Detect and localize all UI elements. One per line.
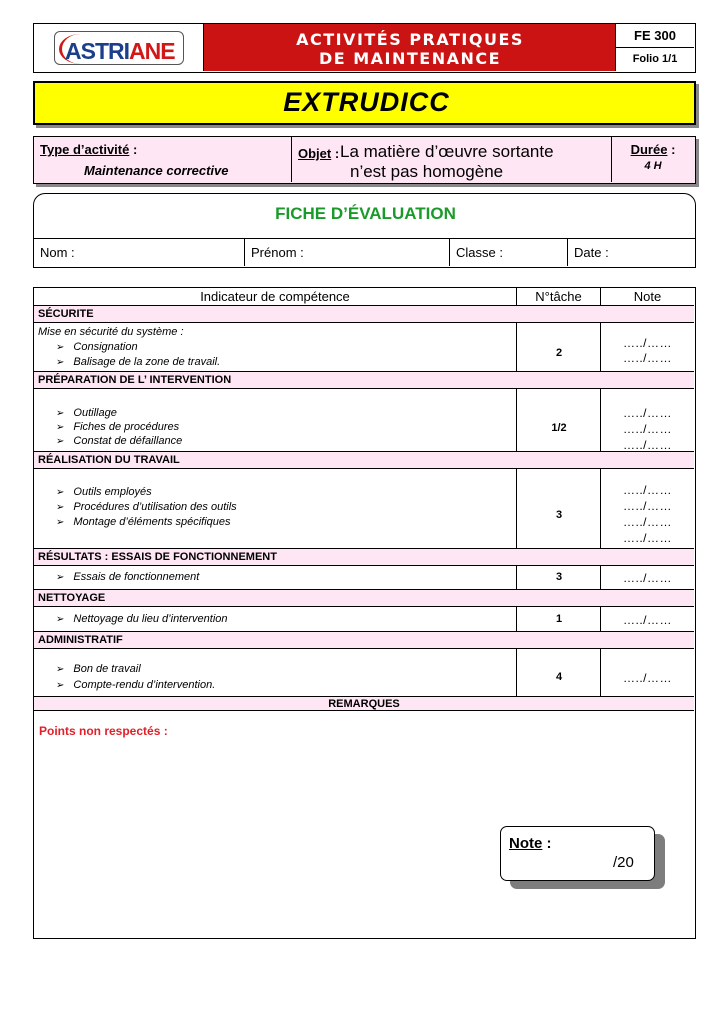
section-title-preparation: PRÉPARATION DE L’ INTERVENTION xyxy=(34,372,694,389)
list-item: ➢ Outillage xyxy=(56,407,117,419)
title-banner xyxy=(204,24,616,71)
object-line-2: n’est pas homogène xyxy=(350,162,504,181)
score-box xyxy=(500,826,655,881)
score-label: Note : xyxy=(509,835,552,852)
section-body-realisation xyxy=(34,469,694,549)
ntache-cell xyxy=(517,649,601,696)
note-blank[interactable]: …../…… xyxy=(622,671,672,685)
duration-cell xyxy=(612,137,694,182)
note-cell xyxy=(601,323,694,371)
note-blank[interactable]: …../…… xyxy=(622,406,672,420)
list-item: ➢ Procédures d’utilisation des outils xyxy=(56,501,237,513)
note-blank[interactable]: …../…… xyxy=(622,336,672,350)
list-item: ➢ Bon de travail xyxy=(56,663,141,675)
note-blank[interactable]: …../…… xyxy=(622,531,672,545)
list-item: ➢ Balisage de la zone de travail. xyxy=(56,356,221,368)
remarks-title: REMARQUES xyxy=(328,698,400,710)
prenom-field[interactable]: Prénom : xyxy=(245,239,450,266)
arrow-bullet-icon: ➢ xyxy=(56,614,65,625)
note-blank[interactable]: …../…… xyxy=(622,351,672,365)
evaluation-header xyxy=(33,193,696,238)
section-body-securite xyxy=(34,323,694,372)
arrow-bullet-icon: ➢ xyxy=(56,357,65,368)
duration-value: 4 H xyxy=(644,160,662,172)
document-header xyxy=(33,23,696,73)
system-banner xyxy=(33,81,696,125)
section-intro: Mise en sécurité du système : xyxy=(38,326,184,338)
note-cell xyxy=(601,649,694,696)
list-item: ➢ Outils employés xyxy=(56,486,152,498)
section-body-nettoyage xyxy=(34,607,694,632)
logo-text: ASTRIANE xyxy=(65,38,175,64)
arrow-bullet-icon: ➢ xyxy=(56,664,65,675)
form-code: FE 300 xyxy=(616,24,694,48)
note-blank[interactable]: …../…… xyxy=(622,483,672,497)
arrow-bullet-icon: ➢ xyxy=(56,422,65,433)
astriane-logo xyxy=(54,31,184,65)
note-blank[interactable]: …../…… xyxy=(622,515,672,529)
note-blank[interactable]: …../…… xyxy=(622,613,672,627)
duration-label: Durée : xyxy=(630,142,676,157)
date-field[interactable]: Date : xyxy=(574,245,609,260)
arrow-bullet-icon: ➢ xyxy=(56,436,65,447)
ntache-cell xyxy=(517,566,601,589)
title-line-1: ACTIVITÉS PRATIQUES xyxy=(296,30,524,49)
ntache-value: 1 xyxy=(555,613,563,625)
ntache-value: 1/2 xyxy=(551,422,567,434)
indicator-cell xyxy=(34,389,517,451)
note-blank[interactable]: …../…… xyxy=(622,499,672,513)
note-cell xyxy=(601,389,694,451)
object-cell xyxy=(292,137,612,182)
section-body-administratif xyxy=(34,649,694,697)
list-item: ➢ Essais de fonctionnement xyxy=(56,571,200,583)
ntache-value: 2 xyxy=(555,347,563,359)
table-header xyxy=(34,288,694,306)
evaluation-title: FICHE D’ÉVALUATION xyxy=(275,204,456,223)
arrow-bullet-icon: ➢ xyxy=(56,487,65,498)
note-blank[interactable]: …../…… xyxy=(622,571,672,585)
note-cell xyxy=(601,566,694,589)
reference-cell xyxy=(616,24,694,71)
ntache-cell xyxy=(517,389,601,451)
section-title-securite: SÉCURITE xyxy=(34,306,694,323)
section-body-preparation xyxy=(34,389,694,452)
arrow-bullet-icon: ➢ xyxy=(56,502,65,513)
section-title-realisation: RÉALISATION DU TRAVAIL xyxy=(34,452,694,469)
indicator-cell xyxy=(34,566,517,589)
logo-cell xyxy=(34,24,204,71)
system-name: EXTRUDICC xyxy=(283,87,450,117)
ntache-cell xyxy=(517,323,601,371)
indicator-cell xyxy=(34,649,517,696)
folio: Folio 1/1 xyxy=(632,53,678,65)
col-note-header: Note xyxy=(633,289,662,304)
arrow-bullet-icon: ➢ xyxy=(56,572,65,583)
section-title-resultats: RÉSULTATS : ESSAIS DE FONCTIONNEMENT xyxy=(34,549,694,566)
object-line-1: La matière d’œuvre sortante xyxy=(340,142,554,161)
section-title-nettoyage: NETTOYAGE xyxy=(34,590,694,607)
list-item: ➢ Fiches de procédures xyxy=(56,421,180,433)
list-item: ➢ Constat de défaillance xyxy=(56,435,183,447)
arrow-bullet-icon: ➢ xyxy=(56,680,65,691)
note-blank[interactable]: …../…… xyxy=(622,438,672,452)
title-line-2: DE MAINTENANCE xyxy=(318,49,502,68)
section-body-resultats xyxy=(34,566,694,590)
nom-field[interactable]: Nom : xyxy=(34,239,245,266)
document-title xyxy=(204,30,616,68)
indicator-cell xyxy=(34,469,517,548)
ntache-cell xyxy=(517,469,601,548)
note-blank[interactable]: …../…… xyxy=(622,422,672,436)
arrow-bullet-icon: ➢ xyxy=(56,342,65,353)
remarks-header xyxy=(34,697,694,711)
points-non-respectes-label: Points non respectés : xyxy=(39,724,168,738)
arrow-bullet-icon: ➢ xyxy=(56,408,65,419)
indicator-cell xyxy=(34,607,517,631)
activity-type-cell xyxy=(34,137,292,182)
student-identity-row xyxy=(33,238,696,268)
col-ntache-header: N°tâche xyxy=(517,288,601,305)
classe-field[interactable]: Classe : xyxy=(450,239,568,266)
ntache-cell xyxy=(517,607,601,631)
section-title-administratif: ADMINISTRATIF xyxy=(34,632,694,649)
note-cell xyxy=(601,469,694,548)
ntache-value: 3 xyxy=(555,571,563,583)
list-item: ➢ Compte-rendu d’intervention. xyxy=(56,679,216,691)
activity-info xyxy=(33,136,696,184)
object-label: Objet : xyxy=(298,146,340,161)
list-item: ➢ Montage d’éléments spécifiques xyxy=(56,516,231,528)
activity-type-value: Maintenance corrective xyxy=(84,163,229,178)
col-indicator-header: Indicateur de compétence xyxy=(34,288,517,305)
ntache-value: 4 xyxy=(555,671,563,683)
score-value[interactable]: /20 xyxy=(613,854,634,871)
list-item: ➢ Consignation xyxy=(56,341,138,353)
indicator-cell xyxy=(34,323,517,371)
arrow-bullet-icon: ➢ xyxy=(56,517,65,528)
ntache-value: 3 xyxy=(555,509,563,521)
list-item: ➢ Nettoyage du lieu d’intervention xyxy=(56,613,228,625)
note-cell xyxy=(601,607,694,631)
activity-type-label: Type d’activité : xyxy=(40,142,138,157)
